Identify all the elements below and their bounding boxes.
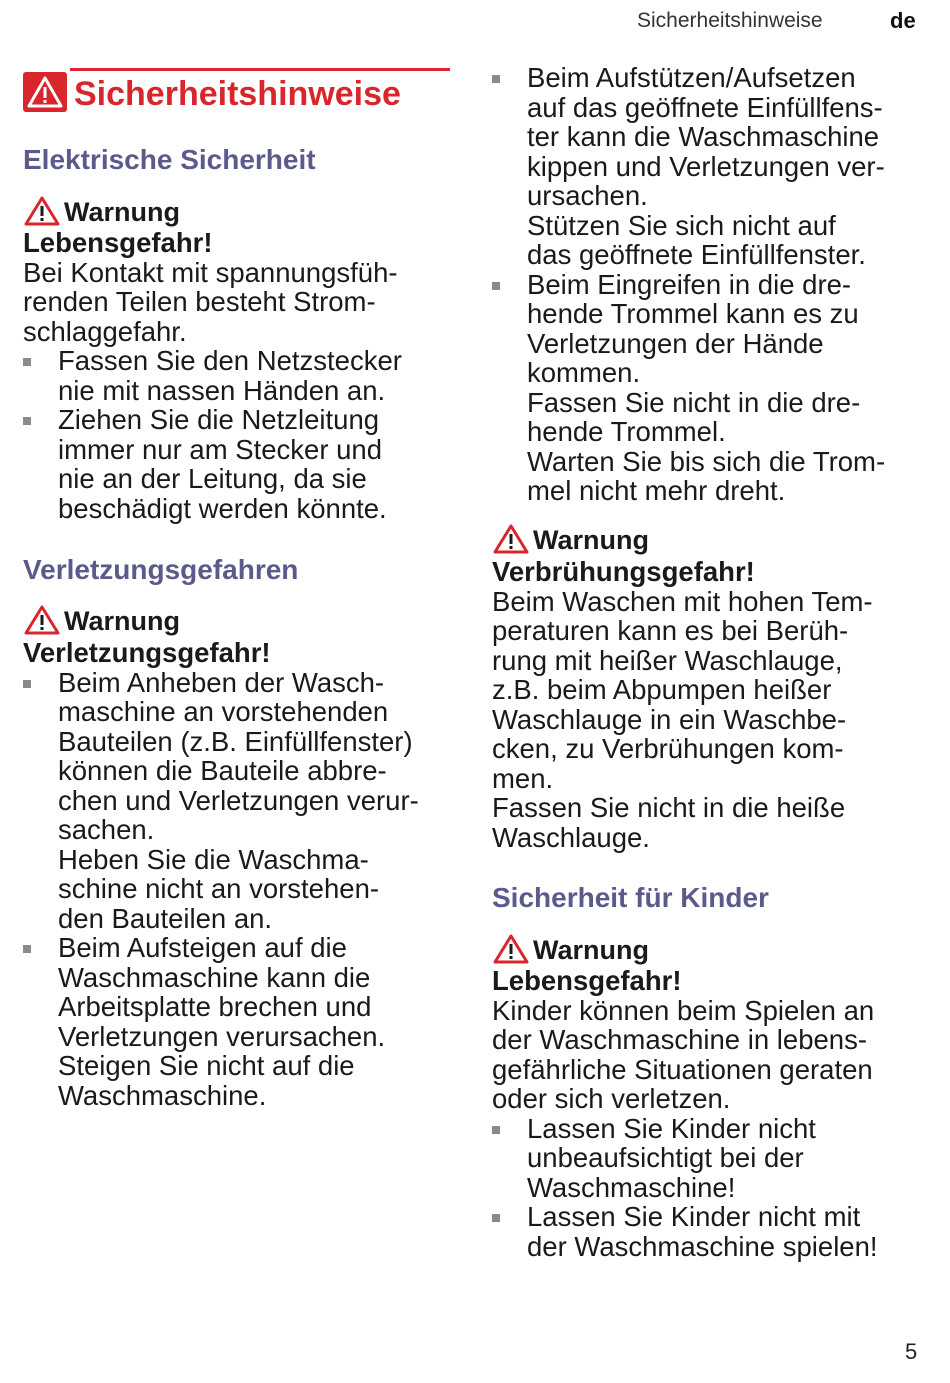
text-line: der Waschmaschine in lebens-: [492, 1024, 867, 1055]
text-line: unbeaufsichtigt bei der: [527, 1142, 804, 1173]
bullet-icon: [492, 1214, 500, 1222]
text-line: auf das geöffnete Einfüllfens-: [527, 91, 883, 123]
list-item: [23, 668, 453, 934]
page-number: 5: [905, 1339, 918, 1364]
text-line: kommen.: [527, 357, 641, 388]
text-line: Waschlauge.: [492, 821, 650, 853]
text-line: Beim Eingreifen in die dre-: [527, 268, 852, 300]
danger-label: Verletzungsgefahr!: [23, 637, 271, 668]
warning-triangle-icon: [23, 604, 61, 636]
text-line: maschine an vorstehenden: [58, 696, 389, 727]
text-line: peraturen kann es bei Berüh-: [492, 615, 849, 646]
text-line: cken, zu Verbrühungen kom-: [492, 733, 844, 764]
list-item: [23, 933, 453, 1110]
text-line: sachen.: [58, 814, 155, 845]
text-line: Waschmaschine!: [527, 1171, 736, 1203]
title-rule: [70, 68, 450, 71]
text-line: Beim Anheben der Wasch-: [58, 666, 385, 698]
warning-triangle-icon: [23, 195, 61, 227]
text-line: Waschmaschine.: [58, 1079, 267, 1111]
warning-line: [492, 933, 792, 967]
text-line: oder sich verletzen.: [492, 1083, 731, 1114]
text-line: Lassen Sie Kinder nicht mit: [527, 1201, 861, 1232]
text-line: der Waschmaschine spielen!: [527, 1230, 878, 1262]
warning-line: [23, 195, 323, 229]
text-line: Lassen Sie Kinder nicht: [527, 1112, 816, 1144]
text-line: Beim Waschen mit hohen Tem-: [492, 585, 873, 617]
running-header-section: Sicherheitshinweise: [637, 9, 823, 32]
section-heading-injury: Verletzungsgefahren: [23, 554, 299, 585]
text-line: mel nicht mehr dreht.: [527, 475, 786, 506]
list-item: [23, 405, 453, 523]
text-line: das geöffnete Einfüllfenster.: [527, 239, 866, 270]
text-line: ter kann die Waschmaschine: [527, 121, 880, 152]
children-block: [492, 966, 932, 1261]
warning-label: Warnung: [533, 525, 649, 555]
text-line: Stützen Sie sich nicht auf: [527, 209, 836, 241]
list-item: [492, 1202, 932, 1261]
bullet-icon: [23, 358, 31, 366]
text-line: Beim Aufsteigen auf die: [58, 932, 347, 963]
danger-label: Lebensgefahr!: [23, 227, 213, 258]
list-item: [23, 346, 453, 405]
warning-line: [23, 604, 323, 638]
warning-line: [492, 523, 792, 557]
text-line: können die Bauteile abbre-: [58, 755, 387, 786]
danger-label: Verbrühungsgefahr!: [492, 556, 755, 587]
page-title: Sicherheitshinweise: [74, 75, 401, 113]
text-line: renden Teilen besteht Strom-: [23, 286, 376, 317]
scald-block: [492, 557, 932, 852]
list-item: [492, 63, 932, 270]
danger-label: Lebensgefahr!: [492, 965, 682, 996]
text-line: Beim Aufstützen/Aufsetzen: [527, 62, 856, 93]
text-line: hende Trommel kann es zu: [527, 298, 859, 329]
list-item: [492, 1114, 932, 1203]
text-line: Verletzungen der Hände: [527, 327, 824, 359]
bullet-icon: [492, 1126, 500, 1134]
list-item: [492, 270, 932, 506]
text-line: Fassen Sie den Netzstecker: [58, 345, 402, 376]
warning-triangle-icon: [492, 933, 530, 965]
text-line: chen und Verletzungen verur-: [58, 784, 419, 816]
warning-triangle-icon: [492, 523, 530, 555]
text-line: z.B. beim Abpumpen heißer: [492, 674, 832, 705]
text-line: kippen und Verletzungen ver-: [527, 150, 885, 182]
text-line: hende Trommel.: [527, 416, 726, 447]
text-line: rung mit heißer Waschlauge,: [492, 644, 843, 676]
text-line: Heben Sie die Waschma-: [58, 843, 369, 875]
text-line: men.: [492, 762, 554, 794]
text-line: ursachen.: [527, 180, 648, 211]
text-line: Fassen Sie nicht in die heiße: [492, 792, 846, 823]
text-line: nie an der Leitung, da sie: [58, 463, 367, 494]
warning-label: Warnung: [64, 606, 180, 636]
text-line: Bauteilen (z.B. Einfüllfenster): [58, 725, 413, 757]
text-line: Bei Kontakt mit spannungsfüh-: [23, 256, 398, 288]
text-line: Arbeitsplatte brechen und: [58, 991, 372, 1022]
text-line: beschädigt werden könnte.: [58, 492, 387, 524]
text-line: Ziehen Sie die Netzleitung: [58, 404, 380, 435]
language-code: de: [890, 8, 916, 33]
text-line: Warten Sie bis sich die Trom-: [527, 445, 886, 477]
injury-block: [23, 638, 453, 1110]
text-line: Kinder können beim Spielen an: [492, 994, 875, 1026]
text-line: immer nur am Stecker und: [58, 433, 382, 465]
text-line: nie mit nassen Händen an.: [58, 374, 386, 406]
right-top-block: [492, 63, 932, 506]
text-line: gefährliche Situationen geraten: [492, 1053, 873, 1085]
bullet-icon: [23, 417, 31, 425]
text-line: schlaggefahr.: [23, 315, 187, 347]
bullet-icon: [23, 680, 31, 688]
text-line: den Bauteilen an.: [58, 902, 273, 934]
warning-box-icon: [23, 72, 67, 112]
text-line: Waschmaschine kann die: [58, 961, 371, 993]
bullet-icon: [23, 945, 31, 953]
text-line: schine nicht an vorstehen-: [58, 873, 380, 904]
bullet-icon: [492, 282, 500, 290]
text-line: Fassen Sie nicht in die dre-: [527, 386, 861, 418]
text-line: Steigen Sie nicht auf die: [58, 1050, 355, 1081]
section-heading-electrical: Elektrische Sicherheit: [23, 144, 316, 175]
electrical-block: [23, 228, 453, 523]
bullet-icon: [492, 75, 500, 83]
section-heading-children: Sicherheit für Kinder: [492, 882, 769, 913]
warning-label: Warnung: [533, 935, 649, 965]
warning-label: Warnung: [64, 197, 180, 227]
text-line: Verletzungen verursachen.: [58, 1020, 386, 1052]
text-line: Waschlauge in ein Waschbe-: [492, 703, 847, 735]
